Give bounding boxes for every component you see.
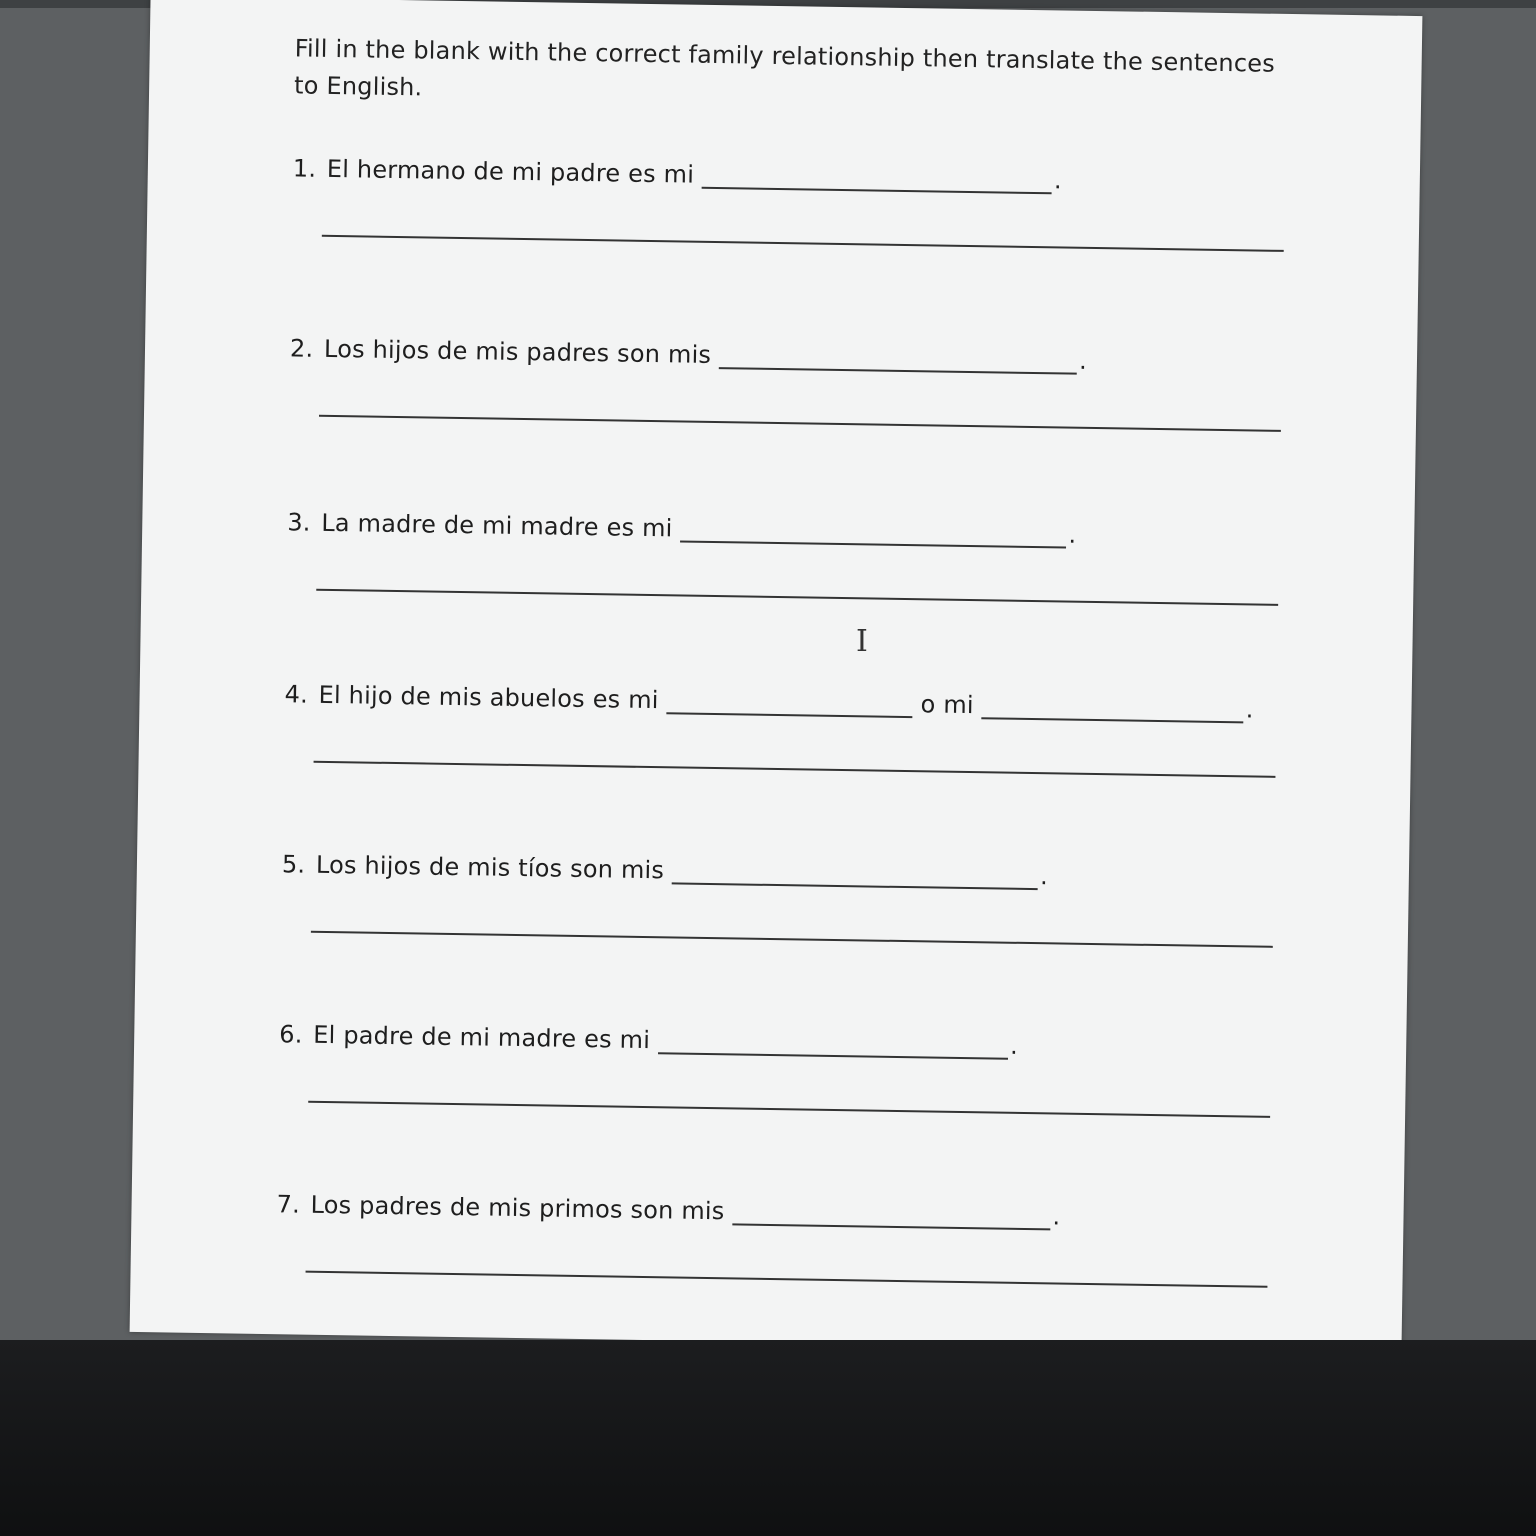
question-number: 7.: [276, 1190, 301, 1219]
question-number: 4.: [284, 680, 309, 709]
translation-line[interactable]: [322, 235, 1284, 252]
worksheet-page: [130, 0, 1423, 1352]
question-7: [276, 1184, 1276, 1234]
question-3: [287, 502, 1287, 552]
translation-line[interactable]: [308, 1101, 1270, 1118]
sentence-period: .: [1053, 166, 1063, 195]
question-number: 6.: [279, 1020, 303, 1049]
translation-line[interactable]: [314, 761, 1276, 778]
sentence-period: .: [1245, 695, 1254, 724]
question-text: Los hijos de mis tíos son mis: [315, 850, 665, 885]
translation-line[interactable]: [316, 589, 1278, 606]
question-text: Los padres de mis primos son mis: [310, 1190, 725, 1226]
question-text: El padre de mi madre es mi: [313, 1020, 651, 1055]
fill-in-blank[interactable]: [658, 1030, 1008, 1059]
fill-in-blank[interactable]: [702, 165, 1052, 194]
question-4: [284, 674, 1284, 724]
sentence-period: .: [1068, 520, 1077, 549]
sentence-period: .: [1009, 1031, 1019, 1060]
translation-line[interactable]: [319, 415, 1281, 432]
fill-in-blank[interactable]: [680, 518, 1066, 548]
text-cursor-icon: I: [856, 624, 868, 659]
fill-in-blank-second[interactable]: [982, 695, 1244, 723]
question-5: [282, 844, 1282, 894]
question-text: El hermano de mi padre es mi: [326, 154, 695, 189]
question-number: 2.: [289, 334, 314, 363]
question-number: 1.: [292, 154, 317, 183]
question-number: 3.: [287, 508, 311, 537]
question-6: [279, 1014, 1279, 1064]
connector-text: o mi: [920, 690, 975, 720]
question-2: [290, 328, 1290, 378]
instructions-text: Fill in the blank with the correct family relationship then translate the sentences to English.: [293, 34, 1276, 102]
fill-in-blank-first[interactable]: [666, 690, 912, 718]
sentence-period: .: [1039, 862, 1049, 891]
fill-in-blank[interactable]: [672, 860, 1038, 890]
fill-in-blank[interactable]: [719, 345, 1077, 375]
question-text: El hijo de mis abuelos es mi: [318, 680, 659, 715]
question-number: 5.: [281, 850, 306, 879]
question-text: Los hijos de mis padres son mis: [323, 334, 712, 369]
translation-line[interactable]: [311, 931, 1273, 948]
sentence-period: .: [1052, 1202, 1061, 1231]
translation-line[interactable]: [306, 1271, 1268, 1288]
question-text: La madre de mi madre es mi: [321, 508, 673, 543]
question-1: [293, 148, 1293, 198]
fill-in-blank[interactable]: [732, 1201, 1050, 1230]
sentence-period: .: [1078, 346, 1088, 375]
monitor-bezel: [0, 1340, 1536, 1536]
